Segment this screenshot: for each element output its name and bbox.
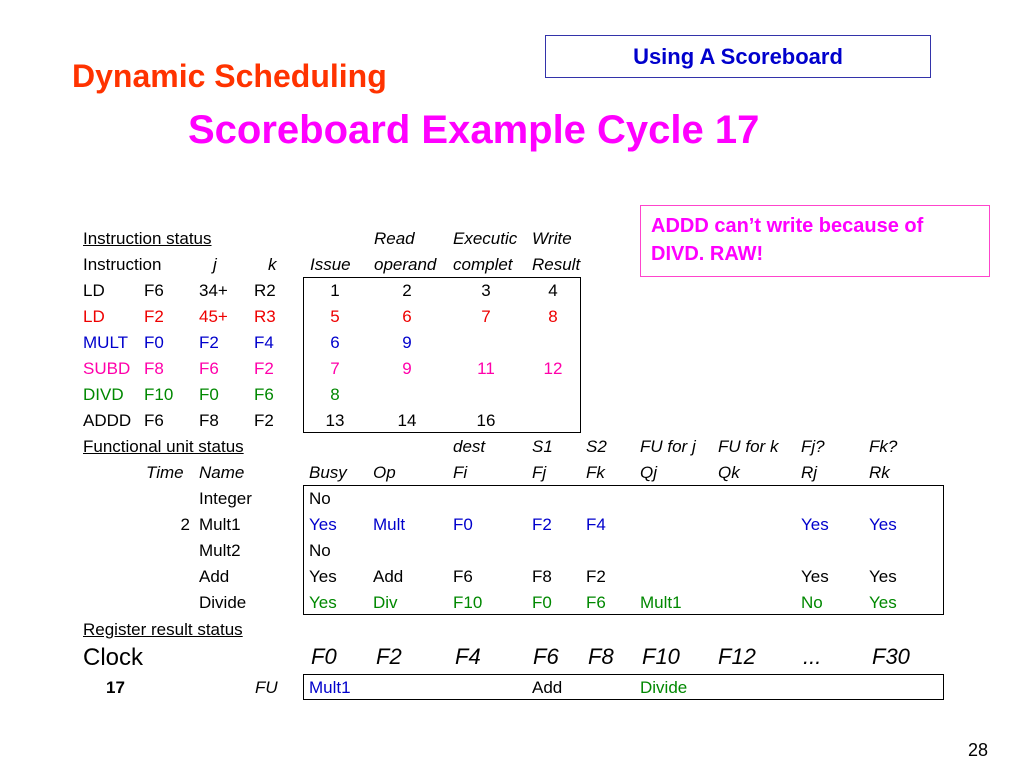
register-fu-cell: Add <box>532 678 563 697</box>
page-number: 28 <box>967 740 988 760</box>
fu-busy-cell: Yes <box>309 515 337 534</box>
rj-header: Rj <box>801 463 818 482</box>
instr-read-cell: 9 <box>402 359 412 378</box>
s1-header-top: S1 <box>532 437 553 456</box>
instr-j-cell: F6 <box>199 359 219 378</box>
topic-tag-label: Using A Scoreboard <box>633 43 843 69</box>
register-fu-cell: Divide <box>640 678 688 697</box>
instr-issue-cell: 13 <box>325 411 345 430</box>
fu-busy-cell: Yes <box>309 567 337 586</box>
fk-header: Fk <box>586 463 605 482</box>
instruction-header: Instruction <box>83 255 162 274</box>
instr-op-cell: LD <box>83 307 105 326</box>
register-header: F2 <box>376 644 402 669</box>
op-header: Op <box>373 463 396 482</box>
instr-k-cell: R3 <box>254 307 276 326</box>
instr-j-cell: 34+ <box>199 281 228 300</box>
fu-for-j-header-top: FU for j <box>640 437 696 456</box>
fu-rk-cell: Yes <box>869 567 897 586</box>
fu-busy-cell: No <box>309 489 331 508</box>
fu-qj-cell: Mult1 <box>640 593 682 612</box>
instr-op-cell: ADDD <box>83 411 132 430</box>
instr-read-cell: 9 <box>402 333 412 352</box>
fu-fi-cell: F10 <box>453 593 483 612</box>
write-result-header: Result <box>532 255 581 274</box>
clock-label: Clock <box>83 644 144 671</box>
instr-dest-cell: F6 <box>144 281 164 300</box>
instruction-status-title: Instruction status <box>83 229 212 248</box>
instr-k-cell: F6 <box>254 385 274 404</box>
j-header: j <box>213 255 217 274</box>
fj-ready-header-top: Fj? <box>801 437 825 456</box>
fu-fj-cell: F2 <box>532 515 552 534</box>
fu-busy-cell: No <box>309 541 331 560</box>
exec-complete-header: complet <box>453 255 513 274</box>
instr-k-cell: F2 <box>254 411 274 430</box>
instr-dest-cell: F0 <box>144 333 164 352</box>
register-header: F30 <box>872 644 910 669</box>
fu-name-cell: Add <box>199 567 230 586</box>
qk-header: Qk <box>718 463 740 482</box>
name-header: Name <box>199 463 245 482</box>
register-header: ... <box>803 644 822 669</box>
fu-rk-cell: Yes <box>869 593 897 612</box>
s2-header-top: S2 <box>586 437 607 456</box>
register-header: F4 <box>455 644 481 669</box>
fu-fi-cell: F0 <box>453 515 473 534</box>
instr-write-cell: 8 <box>548 307 558 326</box>
instr-k-cell: R2 <box>254 281 276 300</box>
fu-fk-cell: F6 <box>586 593 606 612</box>
fu-fi-cell: F6 <box>453 567 473 586</box>
callout-note: ADDD can’t write because of DIVD. RAW! <box>640 205 990 277</box>
instr-issue-cell: 1 <box>330 281 340 300</box>
slide-title: Scoreboard Example Cycle 17 <box>188 108 760 152</box>
fu-name-cell: Mult2 <box>199 541 241 560</box>
instr-dest-cell: F2 <box>144 307 164 326</box>
busy-header: Busy <box>309 463 347 482</box>
instr-k-cell: F2 <box>254 359 274 378</box>
register-result-box <box>303 674 944 700</box>
instr-read-cell: 6 <box>402 307 412 326</box>
fu-op-cell: Div <box>373 593 398 612</box>
fu-fk-cell: F4 <box>586 515 606 534</box>
fu-name-cell: Integer <box>199 489 252 508</box>
topic-tag-box <box>545 35 931 78</box>
write-header-top: Write <box>532 229 572 248</box>
instr-write-cell: 4 <box>548 281 558 300</box>
instr-exec-cell: 16 <box>476 411 496 430</box>
instr-exec-cell: 3 <box>481 281 491 300</box>
fu-fj-cell: F8 <box>532 567 552 586</box>
fu-fk-cell: F2 <box>586 567 606 586</box>
instr-exec-cell: 7 <box>481 307 491 326</box>
fu-rj-cell: Yes <box>801 567 829 586</box>
fk-ready-header-top: Fk? <box>869 437 898 456</box>
register-header: F6 <box>533 644 559 669</box>
instr-k-cell: F4 <box>254 333 274 352</box>
rk-header: Rk <box>869 463 890 482</box>
functional-unit-status-title: Functional unit status <box>83 437 244 456</box>
instr-read-cell: 2 <box>402 281 412 300</box>
instr-issue-cell: 7 <box>330 359 340 378</box>
fu-for-k-header-top: FU for k <box>718 437 779 456</box>
register-header: F0 <box>311 644 337 669</box>
register-result-status-title: Register result status <box>83 620 243 639</box>
slide-section-title: Dynamic Scheduling <box>72 58 387 94</box>
fu-op-cell: Mult <box>373 515 406 534</box>
fu-fj-cell: F0 <box>532 593 552 612</box>
register-header: F8 <box>588 644 614 669</box>
instr-op-cell: SUBD <box>83 359 131 378</box>
fu-label: FU <box>255 678 278 697</box>
instr-op-cell: MULT <box>83 333 129 352</box>
instr-op-cell: DIVD <box>83 385 124 404</box>
register-fu-cell: Mult1 <box>309 678 351 697</box>
fu-name-cell: Divide <box>199 593 247 612</box>
fu-rj-cell: No <box>801 593 823 612</box>
fj-header: Fj <box>532 463 547 482</box>
functional-unit-status-box <box>303 485 944 615</box>
fu-rk-cell: Yes <box>869 515 897 534</box>
dest-header-top: dest <box>453 437 486 456</box>
instr-dest-cell: F10 <box>144 385 174 404</box>
k-header: k <box>268 255 277 274</box>
register-header: F12 <box>718 644 756 669</box>
instr-dest-cell: F8 <box>144 359 164 378</box>
fu-op-cell: Add <box>373 567 404 586</box>
instr-j-cell: F8 <box>199 411 219 430</box>
time-header: Time <box>146 463 184 482</box>
fu-time-cell: 2 <box>180 515 190 534</box>
instr-dest-cell: F6 <box>144 411 164 430</box>
instr-exec-cell: 11 <box>477 359 495 378</box>
fu-name-cell: Mult1 <box>199 515 241 534</box>
instr-j-cell: 45+ <box>199 307 228 326</box>
register-header: F10 <box>642 644 680 669</box>
qj-header: Qj <box>640 463 657 482</box>
instr-issue-cell: 6 <box>330 333 340 352</box>
instr-op-cell: LD <box>83 281 105 300</box>
read-header-top: Read <box>374 229 415 248</box>
fu-busy-cell: Yes <box>309 593 337 612</box>
issue-header: Issue <box>310 255 351 274</box>
fu-rj-cell: Yes <box>801 515 829 534</box>
instr-write-cell: 12 <box>543 359 563 378</box>
instr-read-cell: 14 <box>397 411 417 430</box>
fi-header: Fi <box>453 463 468 482</box>
clock-value: 17 <box>106 678 125 697</box>
instr-j-cell: F0 <box>199 385 219 404</box>
instr-issue-cell: 8 <box>330 385 340 404</box>
read-operand-header: operand <box>374 255 437 274</box>
instr-issue-cell: 5 <box>330 307 340 326</box>
instr-j-cell: F2 <box>199 333 219 352</box>
exec-header-top: Executic <box>453 229 518 248</box>
